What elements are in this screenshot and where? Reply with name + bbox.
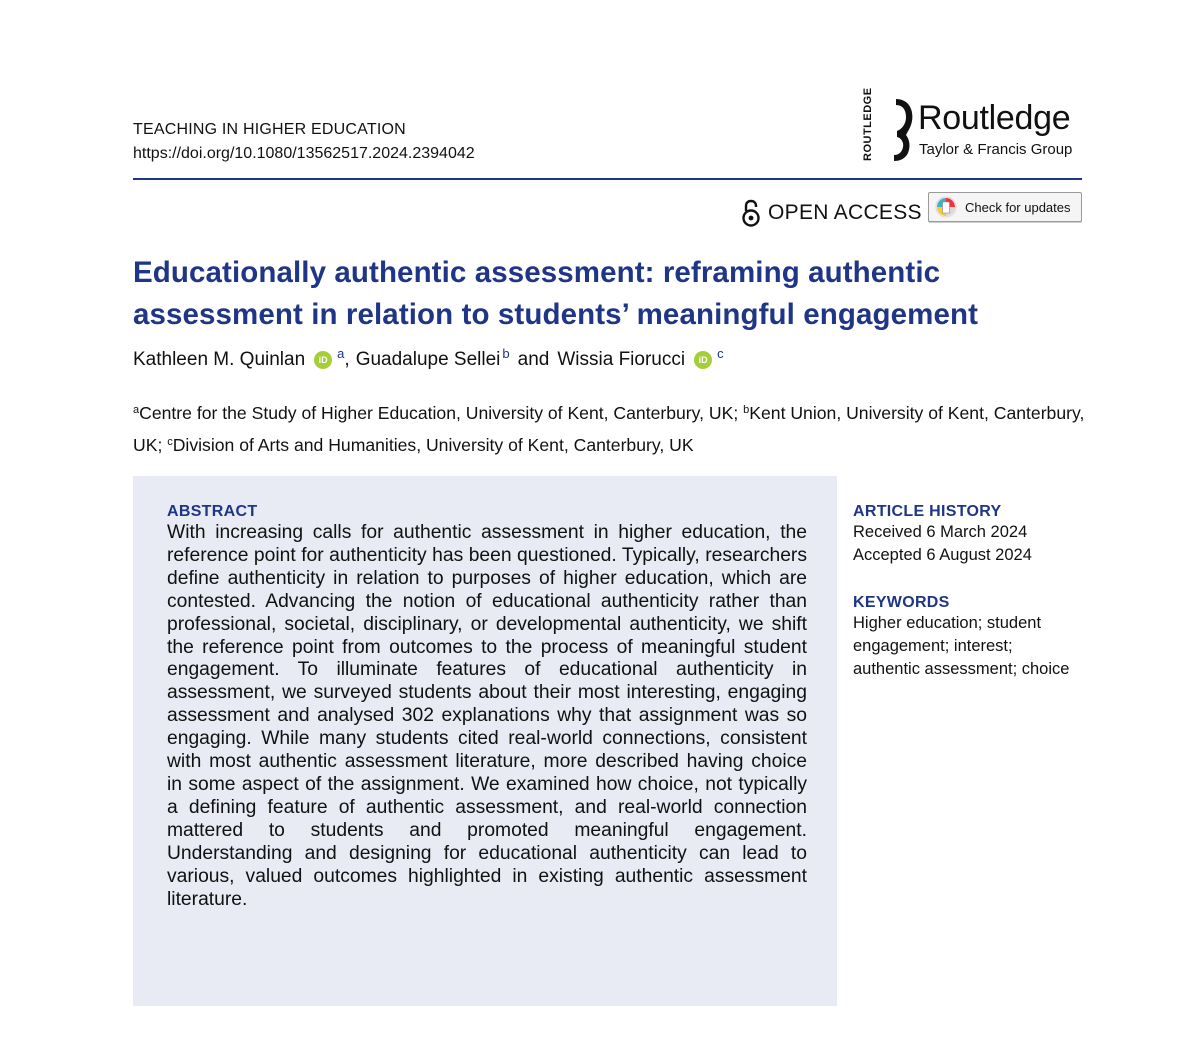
- article-history: [853, 503, 1093, 567]
- keywords-line: engagement; interest;: [853, 637, 1013, 655]
- author-name[interactable]: Kathleen M. Quinlan: [133, 349, 306, 370]
- publisher-group: Taylor & Francis Group: [919, 141, 1073, 158]
- author-name[interactable]: Guadalupe Sellei: [355, 349, 501, 370]
- check-for-updates-label: Check for updates: [965, 199, 1071, 215]
- header-divider: [133, 178, 1082, 180]
- affiliation-text: Division of Arts and Humanities, University of Kent, Canterbury, UK: [172, 435, 694, 455]
- affiliations: [133, 399, 1093, 463]
- article-title: Educationally authentic assessment: reframing authentic assessment in relation to students’ meaningful engagement: [133, 256, 978, 331]
- publisher-vertical-text: ROUTLEDGE: [862, 87, 874, 161]
- author-list: [133, 345, 724, 371]
- author-separator: ,: [344, 349, 350, 370]
- check-for-updates-button[interactable]: [928, 192, 1082, 222]
- abstract-panel: [133, 476, 837, 1006]
- affiliation-mark: b: [743, 404, 750, 416]
- doi-link[interactable]: https://doi.org/10.1080/13562517.2024.2394042: [133, 145, 475, 162]
- open-access-badge: [740, 196, 922, 230]
- crossmark-icon: [935, 196, 957, 218]
- abstract-text: With increasing calls for authentic assessment in higher education, the reference point for authenticity has been questioned. Typically, researchers define authenticity in relation to purposes of higher education, which are contested. Advancing the notion of educational authenticity rather than professional, societal, disciplinary, or developmental authenticity, we shift the reference point from outcomes to the process of meaningful student engagement. To illuminate features of educational authenticity in assessment, we surveyed students about their most interesting, engaging assessment and analysed 302 explanations why that assignment was so engaging. While many students cited real-world connections, consistent with most authentic assessment literature, more described having choice in some aspect of the assignment. We examined how choice, not typically a defining feature of authentic assessment, and real-world connection mattered to students and promoted meaningful engagement. Understanding and designing for educational authenticity can lead to various, valued outcomes highlighted in existing authentic assessment literature.: [167, 522, 807, 910]
- head-profile-icon: [882, 97, 916, 163]
- affiliation-mark[interactable]: b: [502, 345, 510, 361]
- open-access-lock-icon: [740, 198, 762, 228]
- journal-name: TEACHING IN HIGHER EDUCATION: [133, 121, 406, 138]
- affiliation-mark[interactable]: c: [717, 345, 724, 361]
- author-and: and: [517, 349, 550, 370]
- affiliation-mark[interactable]: a: [337, 345, 345, 361]
- open-access-label: OPEN ACCESS: [768, 201, 922, 224]
- affiliation-mark: c: [167, 436, 173, 448]
- orcid-icon[interactable]: iD: [694, 351, 712, 369]
- keywords-heading: KEYWORDS: [853, 594, 950, 611]
- keywords-line: authentic assessment; choice: [853, 660, 1070, 678]
- affiliation-mark: a: [133, 404, 140, 416]
- affiliation-text: Kent Union, University of Kent, Canterbury, UK;: [133, 403, 1085, 455]
- article-history-heading: ARTICLE HISTORY: [853, 503, 1002, 520]
- keywords: [853, 594, 1093, 681]
- publisher-name: Routledge: [918, 99, 1071, 137]
- accepted-date: Accepted 6 August 2024: [853, 546, 1032, 564]
- publisher-logo[interactable]: [862, 87, 1082, 167]
- keywords-line: Higher education; student: [853, 614, 1042, 632]
- author-name[interactable]: Wissia Fiorucci: [557, 349, 686, 370]
- affiliation-text: Centre for the Study of Higher Education, University of Kent, Canterbury, UK;: [139, 403, 744, 423]
- orcid-icon[interactable]: iD: [314, 351, 332, 369]
- received-date: Received 6 March 2024: [853, 523, 1028, 541]
- abstract-heading: ABSTRACT: [167, 503, 258, 520]
